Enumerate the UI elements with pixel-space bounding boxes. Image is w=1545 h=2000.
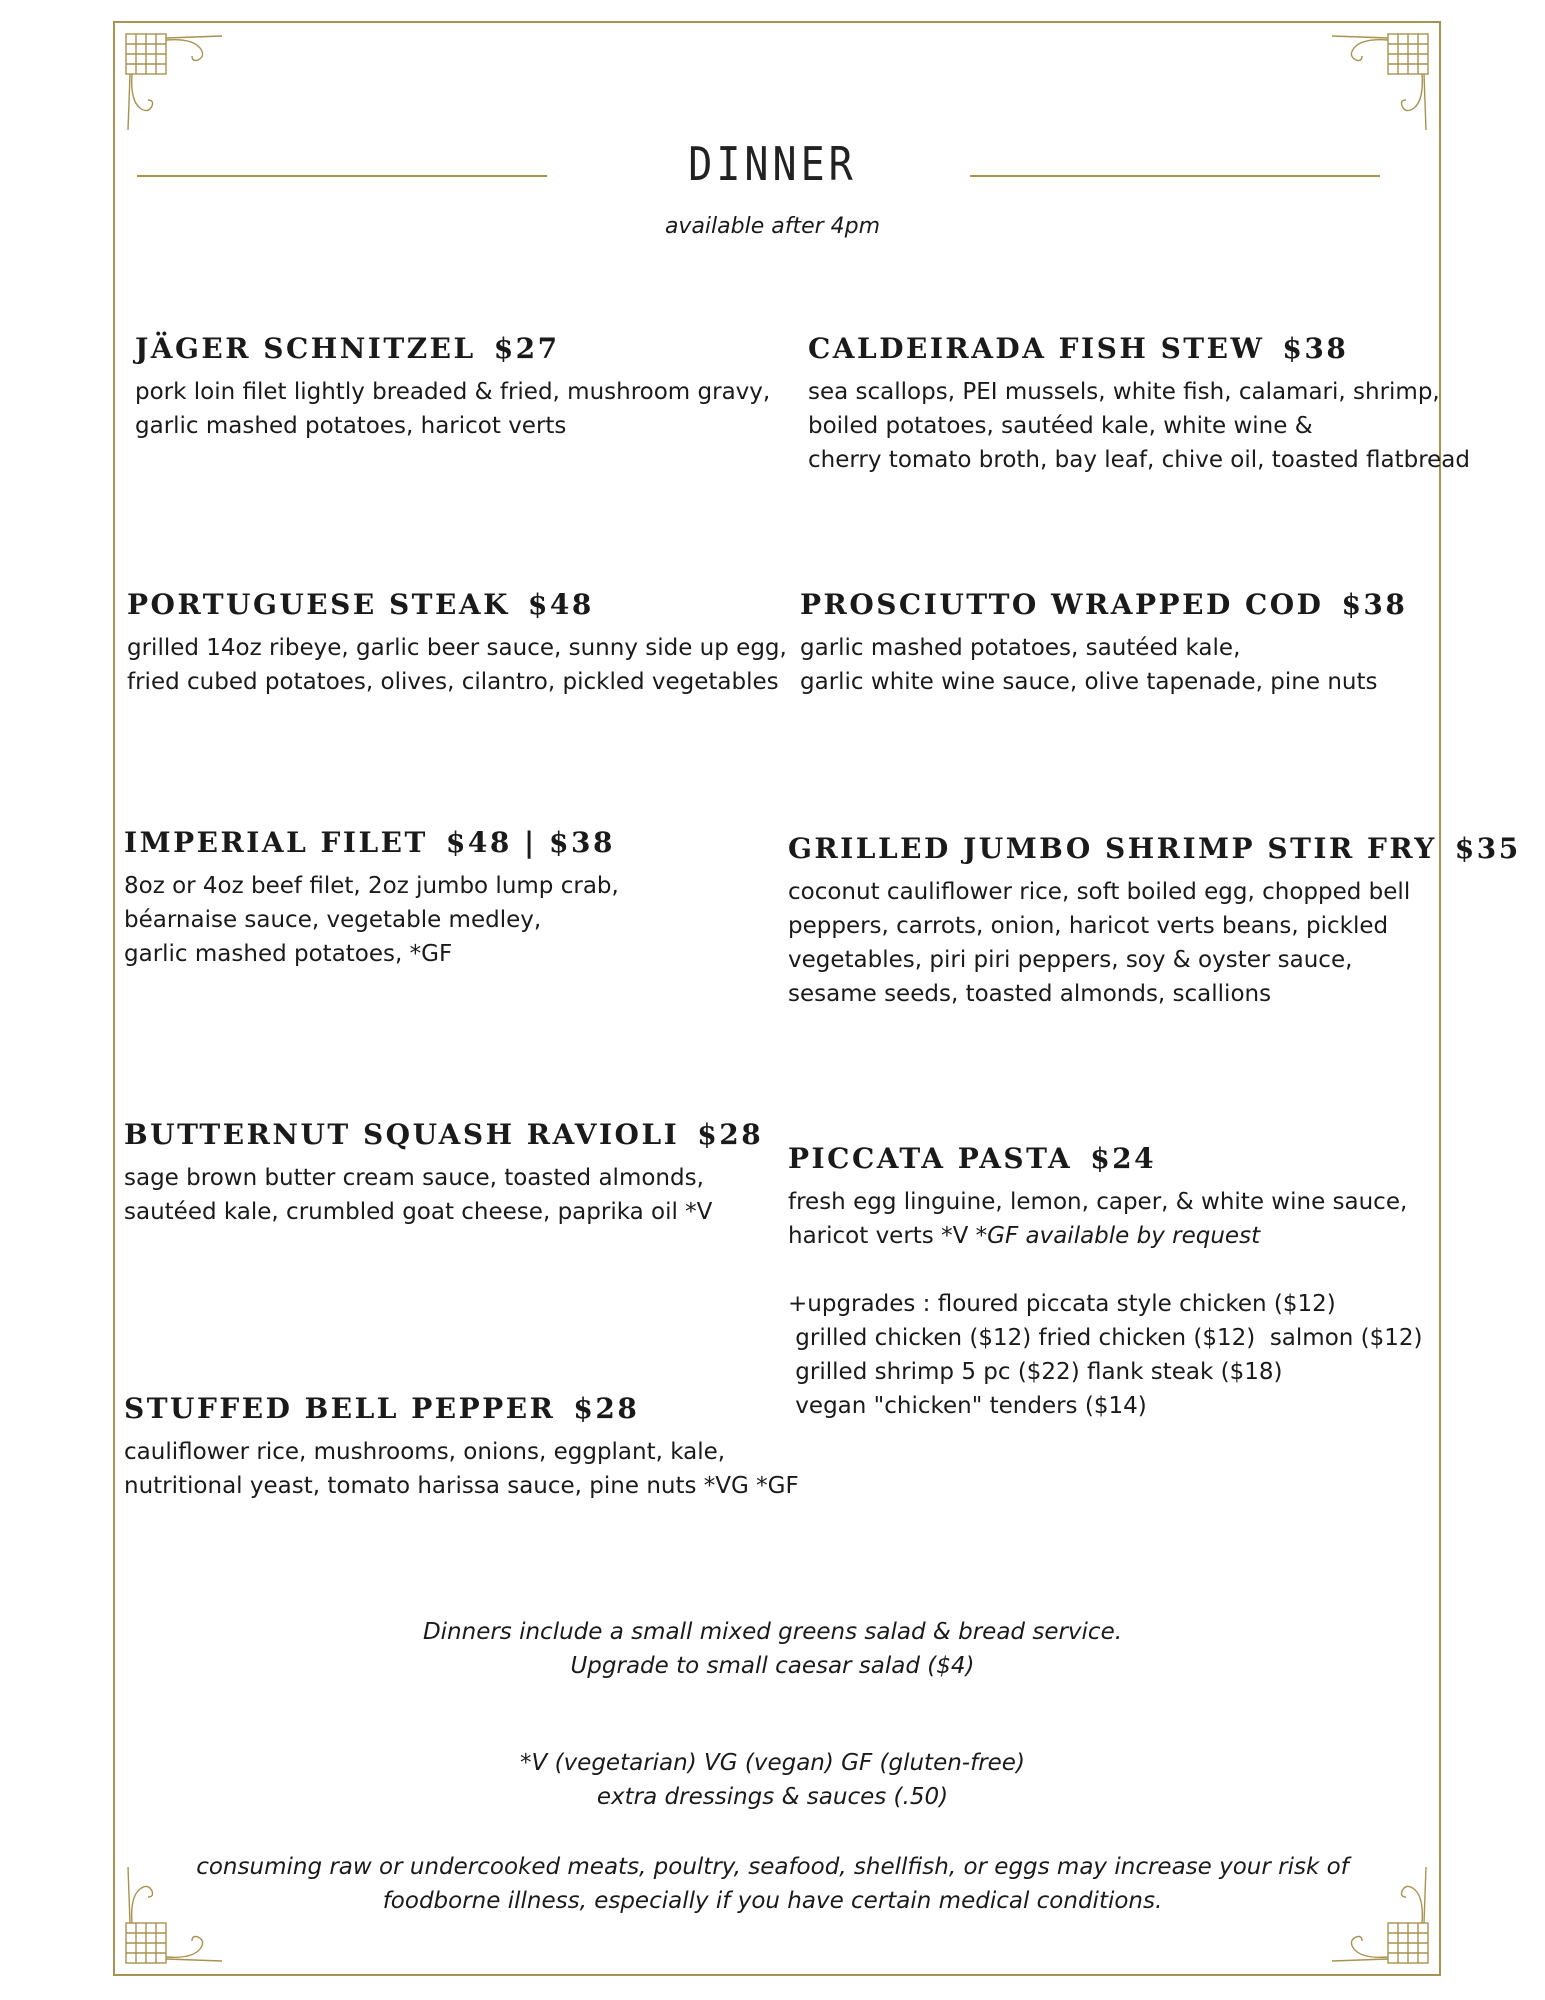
item-description: pork loin filet lightly breaded & fried, mushroom gravy, garlic mashed potatoes, haricot verts bbox=[135, 379, 771, 439]
item-name: GRILLED JUMBO SHRIMP STIR FRY bbox=[788, 832, 1437, 865]
menu-item-caldeirada bbox=[808, 332, 1470, 477]
item-description: 8oz or 4oz beef filet, 2oz jumbo lump crab, béarnaise sauce, vegetable medley, garlic mashed potatoes, *GF bbox=[124, 873, 619, 967]
item-name: STUFFED BELL PEPPER bbox=[124, 1392, 556, 1425]
footer-includes-note: Dinners include a small mixed greens salad & bread service. Upgrade to small caesar salad ($4) bbox=[422, 1619, 1123, 1679]
footer-consumer-warning: consuming raw or undercooked meats, poultry, seafood, shellfish, or eggs may increase your risk of foodborne illness, especially if you have certain medical conditions. bbox=[196, 1854, 1349, 1914]
item-description bbox=[788, 1185, 1423, 1253]
corner-ornament-top-left bbox=[122, 30, 227, 135]
corner-ornament-top-right bbox=[1327, 30, 1432, 135]
menu-item-prosciutto-cod bbox=[800, 588, 1407, 699]
item-description: cauliflower rice, mushrooms, onions, eggplant, kale, nutritional yeast, tomato harissa sauce, pine nuts *VG *GF bbox=[124, 1439, 799, 1499]
menu-item-schnitzel bbox=[135, 332, 770, 443]
menu-item-imperial-filet bbox=[124, 826, 619, 971]
menu-item-portuguese-steak bbox=[127, 588, 787, 699]
menu-item-bell-pepper bbox=[124, 1392, 799, 1503]
menu-item-shrimp-stir-fry bbox=[788, 832, 1521, 1011]
page-title: DINNER bbox=[688, 138, 857, 192]
item-price: $28 bbox=[697, 1118, 764, 1151]
item-price: $38 bbox=[1282, 332, 1349, 365]
item-description-line: fresh egg linguine, lemon, caper, & white wine sauce, bbox=[788, 1189, 1408, 1215]
item-name: CALDEIRADA FISH STEW bbox=[808, 332, 1265, 365]
menu-item-ravioli bbox=[124, 1118, 763, 1229]
item-price: $35 bbox=[1454, 832, 1521, 865]
item-price: $48 bbox=[527, 588, 594, 621]
item-name: IMPERIAL FILET bbox=[124, 826, 428, 859]
item-description: coconut cauliflower rice, soft boiled egg, chopped bell peppers, carrots, onion, haricot verts beans, pickled vegetables, piri piri peppers, soy & oyster sauce, sesame seeds, toasted almonds, scallions bbox=[788, 879, 1411, 1007]
item-description: sea scallops, PEI mussels, white fish, calamari, shrimp, boiled potatoes, sautéed kale, white wine & cherry tomato broth, bay leaf, chive oil, toasted flatbread bbox=[808, 379, 1471, 473]
item-name: JÄGER SCHNITZEL bbox=[135, 332, 476, 365]
gf-note: *GF available by request bbox=[975, 1223, 1261, 1249]
item-description-line: haricot verts *V bbox=[788, 1223, 976, 1249]
item-price: $48 | $38 bbox=[445, 826, 615, 859]
item-price: $38 bbox=[1341, 588, 1408, 621]
item-price: $27 bbox=[493, 332, 560, 365]
footer-dietary-legend: *V (vegetarian) VG (vegan) GF (gluten-free) extra dressings & sauces (.50) bbox=[520, 1750, 1025, 1810]
item-name: PROSCIUTTO WRAPPED COD bbox=[800, 588, 1324, 621]
item-price: $24 bbox=[1090, 1142, 1157, 1175]
page-subtitle: available after 4pm bbox=[664, 214, 881, 239]
item-description: sage brown butter cream sauce, toasted almonds, sautéed kale, crumbled goat cheese, paprika oil *V bbox=[124, 1165, 713, 1225]
item-description: grilled 14oz ribeye, garlic beer sauce, sunny side up egg, fried cubed potatoes, olives, cilantro, pickled vegetables bbox=[127, 635, 787, 695]
item-name: BUTTERNUT SQUASH RAVIOLI bbox=[124, 1118, 680, 1151]
menu-item-piccata bbox=[788, 1142, 1423, 1423]
item-name: PICCATA PASTA bbox=[788, 1142, 1073, 1175]
item-description: garlic mashed potatoes, sautéed kale, garlic white wine sauce, olive tapenade, pine nuts bbox=[800, 635, 1378, 695]
upgrades-list: +upgrades : floured piccata style chicken ($12) grilled chicken ($12) fried chicken ($12) salmon ($12) grilled shrimp 5 pc ($22) flank steak ($18) vegan "chicken" tenders ($14) bbox=[788, 1291, 1423, 1419]
item-price: $28 bbox=[573, 1392, 640, 1425]
item-name: PORTUGUESE STEAK bbox=[127, 588, 510, 621]
